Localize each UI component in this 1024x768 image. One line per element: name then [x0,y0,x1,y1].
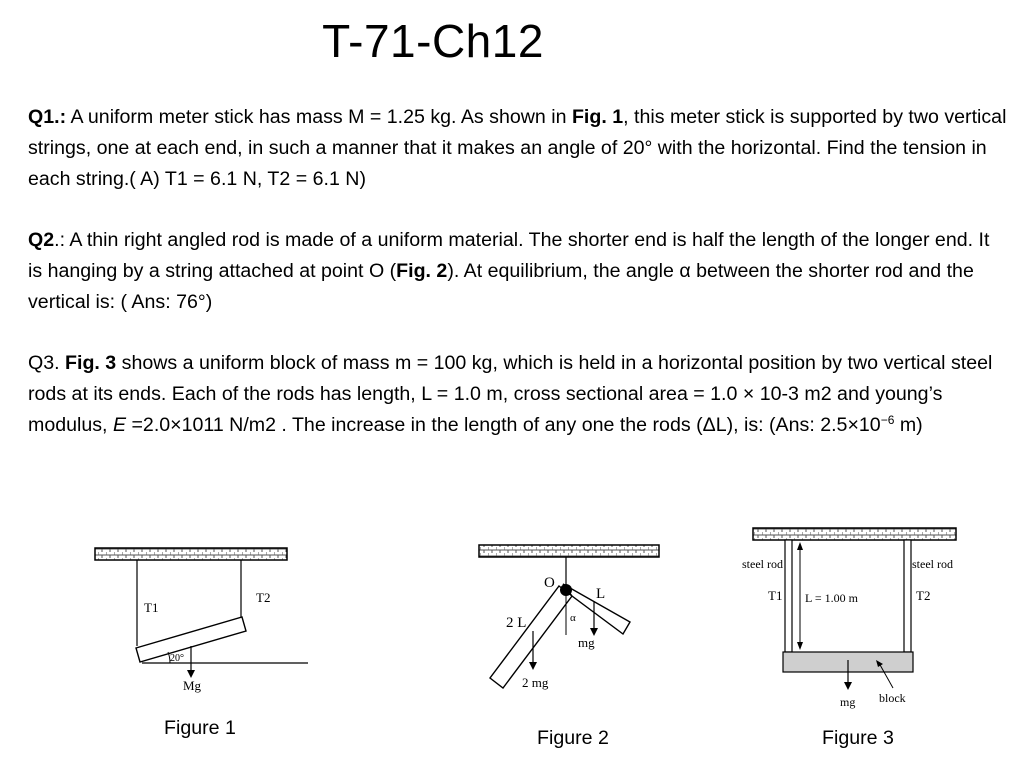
figure-2 [472,535,672,705]
question-1-figure-ref: Fig. 1 [571,106,624,128]
question-1-text-a: A uniform meter stick has mass M = 1.25 kg. As shown in [66,106,572,128]
figure-2-caption: Figure 2 [537,727,609,749]
tension-1-label: T1 [768,588,783,603]
tension-1-label: T1 [144,600,159,615]
question-1-text-b: , this meter stick is supported by two vertical strings, one at each end, in such a manner that it makes an angle of 20° with the horizontal. Find the tension in each string.( A) T1 = 6.1 N, T2 = 6.1 N) [28,106,1007,190]
short-rod-length-label: L [596,586,606,602]
mg-label: mg [578,635,595,650]
block-label: block [879,691,906,705]
steel-rod-right-label: steel rod [912,557,953,571]
question-3 [28,348,1008,440]
figure-1 [90,540,320,700]
question-3-text-c: m) [894,413,923,436]
question-1-label: Q1.: [28,106,67,128]
tension-2-label: T2 [256,590,271,605]
steel-rod-right [904,540,911,652]
question-3-figure-ref: Fig. 3 [65,352,117,374]
point-o-label: O [544,575,555,591]
weight-arrowhead [187,670,195,678]
question-2 [28,225,1008,317]
question-2-text-a: .: A thin right angled rod is made of a uniform material. The shorter end is half the length of the longer end. It is hanging by a string attached at point O ( [28,229,990,282]
youngs-modulus-symbol: E [112,413,127,436]
figure-1-caption: Figure 1 [164,717,236,739]
tension-2-label: T2 [916,588,931,603]
length-label: L = 1.00 m [805,591,858,605]
weight-label: Mg [183,678,202,693]
angle-label: 20° [170,653,184,664]
question-3-text-a: shows a uniform block of mass m = 100 kg, which is held in a horizontal position by two vertical steel rods at its ends. Each of the rods has length, L = 1.0 m, cross sectional area = 1.0 × 10-3 m2 and young’s modulus, [28,352,993,436]
length-arrowhead-bottom [797,642,803,650]
ceiling [479,545,659,557]
ceiling [95,548,287,560]
two-mg-arrowhead [529,662,537,670]
figure-3-caption: Figure 3 [822,727,894,749]
alpha-label: α [570,612,576,624]
ceiling [753,528,956,540]
exponent: −6 [880,412,895,427]
steel-rod-left-label: steel rod [742,557,783,571]
page-title: T-71-Ch12 [322,15,544,67]
question-3-text-b: =2.0×1011 N/m2 . The increase in the length of any one the rods (ΔL), is: (Ans: 2.5×10 [126,413,881,436]
two-mg-label: 2 mg [522,675,549,690]
question-2-text-b: ). At equilibrium, the angle α between the shorter rod and the vertical is: ( Ans: 76°) [28,259,974,313]
question-3-label: Q3. [28,352,66,374]
mg-label: mg [840,695,856,709]
long-rod [490,586,572,688]
question-1 [28,102,1008,194]
mg-arrowhead [844,682,852,690]
length-arrowhead-top [797,542,803,550]
long-rod-length-label: 2 L [506,615,527,631]
figure-3 [738,520,968,710]
question-2-label: Q2 [28,229,55,251]
steel-rod-left [785,540,792,652]
question-2-figure-ref: Fig. 2 [396,259,448,282]
